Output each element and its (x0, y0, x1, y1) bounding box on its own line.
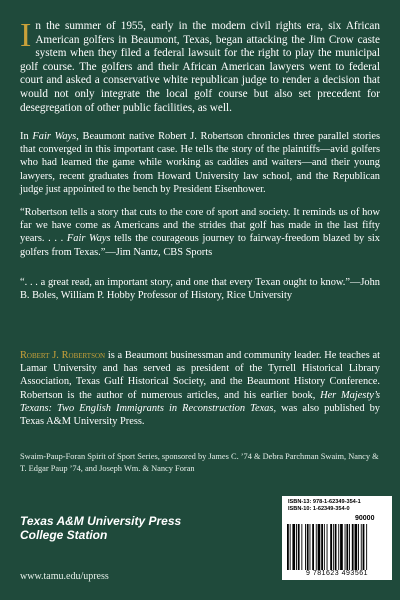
barcode-bar (310, 524, 311, 570)
barcode-bar (324, 524, 325, 570)
barcode-bar (366, 524, 367, 570)
summary-pre: In (20, 131, 33, 142)
publisher-city: College Station (20, 527, 108, 542)
summary-paragraph (20, 130, 380, 196)
barcode-box (282, 496, 392, 580)
barcode-bar (335, 524, 337, 570)
author-name: Robert J. Robertson (20, 350, 106, 361)
barcode-bar (316, 524, 317, 570)
barcode-bar (355, 524, 358, 570)
blurb-nantz-title: Fair Ways (66, 233, 111, 245)
barcode-bar (318, 524, 321, 570)
barcode-bar (298, 524, 300, 570)
barcode-bar (305, 524, 306, 570)
earlier-book-title: Her Majesty’s Texans: Two English Immigrants in Reconstruction Texas (20, 389, 380, 414)
barcode-digits: 9 781623 493561 (306, 570, 368, 577)
barcode-bar (290, 524, 291, 570)
barcode-bar (345, 524, 346, 570)
barcode-bar (327, 524, 328, 570)
barcode-bar (358, 524, 359, 570)
barcode-bar (361, 524, 362, 570)
publisher-imprint (20, 515, 210, 542)
barcode-icon (286, 524, 388, 570)
series-credit: Swaim-Paup-Foran Spirit of Sport Series, sponsored by James C. ’74 & Debra Parchman Swaim, Nancy & T. Edgar Paup ’74, and Joseph Wm. & Nancy Foran (20, 452, 379, 473)
bio-text-2: , was also published by Texas A&M University Press. (20, 402, 381, 428)
barcode-bar (338, 524, 339, 570)
barcode-bar (312, 524, 314, 570)
barcode-bar (301, 524, 302, 570)
barcode-bar (333, 524, 334, 570)
barcode-bar (287, 524, 289, 570)
barcode-bar (296, 524, 297, 570)
intro-text: n the summer of 1955, early in the modern civil rights era, six African American golfers in Beaumont, Texas, began attacking the Jim Crow caste system when they filed a federal lawsuit for the right to play the municipal golf course. The golfers and their African American lawyers went to federal court and asked a conservative white republican judge to render a decision that would not only integrate the local golf course but also set precedent for desegregation of other public facilities, as well. (20, 20, 380, 114)
blurb-boles (20, 276, 380, 302)
barcode-bar (321, 524, 323, 570)
price-code: 90000 (355, 515, 375, 522)
summary-post: , Beaumont native Robert J. Robertson chronicles three parallel stories that converged in this important case. He tells the story of the plaintiffs—avid golfers who had learned the game while working as caddies and waiters—and their young lawyers, recent graduates from Howard University law school, and the Republican judge just appointed to the bench by President Eisenhower. (20, 131, 380, 195)
barcode-bar (292, 524, 295, 570)
publisher-name: Texas A&M University Press (20, 514, 182, 528)
barcode-bar (307, 524, 309, 570)
intro-paragraph (20, 17, 380, 115)
barcode-bar (340, 524, 343, 570)
isbn13-text: ISBN-13: 978-1-62349-354-1 (288, 499, 361, 505)
barcode-bar (330, 524, 332, 570)
blurb-nantz-post: tells the courageous journey to fairway-freedom blazed by six golfers from Texas.”—Jim Nantz, CBS Sports (20, 233, 380, 258)
book-title: Fair Ways (32, 131, 77, 142)
drop-cap: I (20, 17, 32, 54)
blurb-boles-text: “. . . a great read, an important story, and one that every Texan ought to know.”—John B. Boles, William P. Hobby Professor of History, Rice University (20, 277, 380, 302)
isbn10-text: ISBN-10: 1-62349-354-0 (288, 506, 350, 512)
barcode-bar (346, 524, 348, 570)
barcode-bar (349, 524, 350, 570)
barcode-bar (352, 524, 354, 570)
blurb-nantz-pre: “Robertson tells a story that cuts to the core of sport and society. It reminds us of how far we have come as Americans and the strides that golf has made in the last fifty years. . . . (20, 207, 380, 245)
author-bio (20, 349, 380, 428)
barcode-bar (363, 524, 365, 570)
blurb-nantz (20, 206, 380, 259)
publisher-url[interactable]: www.tamu.edu/upress (20, 571, 109, 582)
bio-text-1: is a Beaumont businessman and community leader. He teaches at Lamar University and has served as president of the Tyrrell Historical Library Association, Texas Gulf Historical Society, and the Beaumont History Conference. Robertson is the author of numerous articles, and his earlier book, (20, 350, 381, 401)
